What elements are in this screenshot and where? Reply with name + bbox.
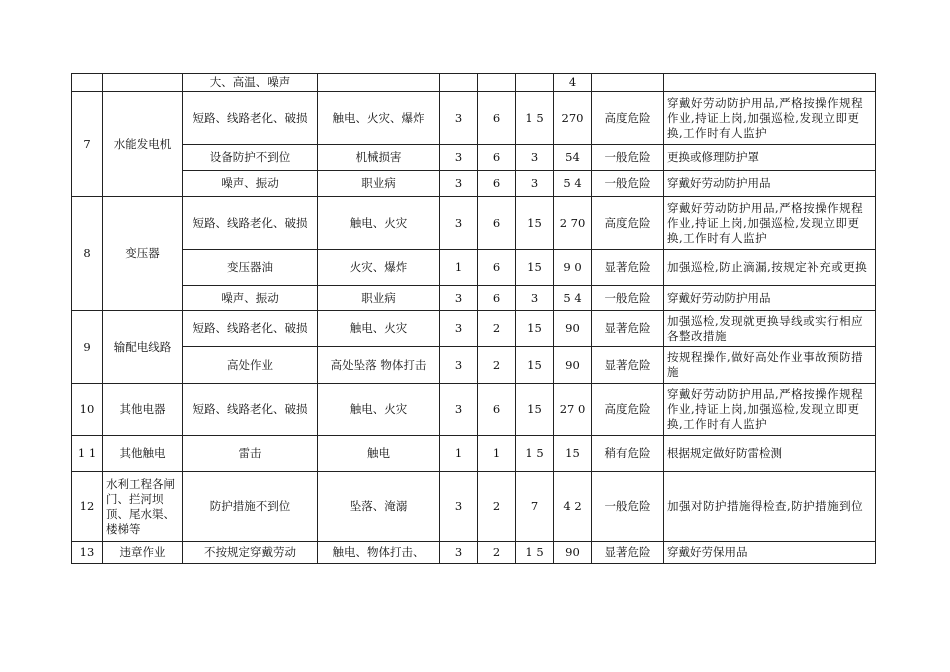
no-cell: 12 [72, 472, 103, 542]
d-cell: 270 [554, 92, 592, 145]
factor-cell: 噪声、振动 [183, 171, 318, 197]
c-cell: 1 5 [516, 436, 554, 472]
l-cell: 3 [440, 92, 478, 145]
table-row [72, 472, 876, 542]
measure-cell: 穿戴好劳保用品 [664, 542, 876, 564]
measure-cell: 穿戴好劳动防护用品 [664, 286, 876, 311]
no-cell: 1 1 [72, 436, 103, 472]
level-cell: 一般危险 [592, 145, 664, 171]
d-cell: 27 0 [554, 384, 592, 436]
e-cell: 6 [478, 197, 516, 250]
level-cell: 稍有危险 [592, 436, 664, 472]
equipment-cell: 水能发电机 [103, 92, 183, 197]
hazard-cell: 触电 [318, 436, 440, 472]
level-cell [592, 74, 664, 92]
e-cell: 6 [478, 171, 516, 197]
no-cell: 13 [72, 542, 103, 564]
l-cell: 3 [440, 311, 478, 347]
measure-cell [664, 74, 876, 92]
l-cell: 3 [440, 472, 478, 542]
d-cell: 9 0 [554, 250, 592, 286]
hazard-cell: 火灾、爆炸 [318, 250, 440, 286]
level-cell: 高度危险 [592, 384, 664, 436]
hazard-cell: 坠落、淹溺 [318, 472, 440, 542]
c-cell: 1 5 [516, 542, 554, 564]
e-cell: 6 [478, 286, 516, 311]
factor-cell: 短路、线路老化、破损 [183, 92, 318, 145]
table-row [72, 286, 876, 311]
l-cell: 3 [440, 171, 478, 197]
factor-cell: 短路、线路老化、破损 [183, 384, 318, 436]
factor-cell: 高处作业 [183, 347, 318, 384]
e-cell: 6 [478, 250, 516, 286]
level-cell: 显著危险 [592, 311, 664, 347]
l-cell: 3 [440, 286, 478, 311]
hazard-cell: 触电、火灾 [318, 384, 440, 436]
hazard-cell: 触电、物体打击、 [318, 542, 440, 564]
equipment-cell: 输配电线路 [103, 311, 183, 384]
c-cell: 15 [516, 384, 554, 436]
l-cell [440, 74, 478, 92]
c-cell: 3 [516, 145, 554, 171]
measure-cell: 根据规定做好防雷检测 [664, 436, 876, 472]
d-cell: 90 [554, 542, 592, 564]
table-row [72, 542, 876, 564]
measure-cell: 穿戴好劳动防护用品,严格按操作规程作业,持证上岗,加强巡检,发现立即更换,工作时有人监护 [664, 197, 876, 250]
level-cell: 显著危险 [592, 250, 664, 286]
equipment-cell: 违章作业 [103, 542, 183, 564]
factor-cell: 防护措施不到位 [183, 472, 318, 542]
l-cell: 3 [440, 542, 478, 564]
table-row [72, 74, 876, 92]
c-cell [516, 74, 554, 92]
table-row [72, 145, 876, 171]
factor-cell: 噪声、振动 [183, 286, 318, 311]
measure-cell: 加强巡检,防止滴漏,按规定补充或更换 [664, 250, 876, 286]
c-cell: 15 [516, 197, 554, 250]
measure-cell: 按规程操作,做好高处作业事故预防措施 [664, 347, 876, 384]
factor-cell: 设备防护不到位 [183, 145, 318, 171]
c-cell: 7 [516, 472, 554, 542]
no-cell: 8 [72, 197, 103, 311]
c-cell: 15 [516, 311, 554, 347]
e-cell [478, 74, 516, 92]
factor-cell: 大、高温、噪声 [183, 74, 318, 92]
c-cell: 3 [516, 286, 554, 311]
factor-cell: 雷击 [183, 436, 318, 472]
risk-assessment-table [71, 73, 876, 564]
table-row [72, 92, 876, 145]
level-cell: 高度危险 [592, 197, 664, 250]
measure-cell: 加强对防护措施得检查,防护措施到位 [664, 472, 876, 542]
d-cell: 4 [554, 74, 592, 92]
hazard-cell: 职业病 [318, 286, 440, 311]
level-cell: 显著危险 [592, 347, 664, 384]
table-row [72, 384, 876, 436]
c-cell: 15 [516, 347, 554, 384]
d-cell: 90 [554, 347, 592, 384]
equipment-cell [103, 74, 183, 92]
c-cell: 1 5 [516, 92, 554, 145]
e-cell: 2 [478, 542, 516, 564]
equipment-cell: 变压器 [103, 197, 183, 311]
no-cell [72, 74, 103, 92]
factor-cell: 短路、线路老化、破损 [183, 311, 318, 347]
factor-cell: 短路、线路老化、破损 [183, 197, 318, 250]
hazard-cell: 触电、火灾 [318, 311, 440, 347]
l-cell: 1 [440, 436, 478, 472]
level-cell: 一般危险 [592, 286, 664, 311]
l-cell: 3 [440, 197, 478, 250]
hazard-cell: 高处坠落 物体打击 [318, 347, 440, 384]
table-row [72, 311, 876, 347]
no-cell: 9 [72, 311, 103, 384]
table-row [72, 436, 876, 472]
measure-cell: 穿戴好劳动防护用品 [664, 171, 876, 197]
measure-cell: 穿戴好劳动防护用品,严格按操作规程作业,持证上岗,加强巡检,发现立即更换,工作时有人监护 [664, 92, 876, 145]
equipment-cell: 其他电器 [103, 384, 183, 436]
no-cell: 10 [72, 384, 103, 436]
table-row [72, 171, 876, 197]
factor-cell: 不按规定穿戴劳动 [183, 542, 318, 564]
e-cell: 6 [478, 384, 516, 436]
e-cell: 2 [478, 472, 516, 542]
e-cell: 1 [478, 436, 516, 472]
d-cell: 15 [554, 436, 592, 472]
hazard-cell: 触电、火灾 [318, 197, 440, 250]
table-row [72, 347, 876, 384]
hazard-cell: 机械损害 [318, 145, 440, 171]
d-cell: 5 4 [554, 286, 592, 311]
hazard-cell [318, 74, 440, 92]
d-cell: 90 [554, 311, 592, 347]
measure-cell: 更换或修理防护罩 [664, 145, 876, 171]
level-cell: 高度危险 [592, 92, 664, 145]
equipment-cell: 水利工程各闸门、拦河坝顶、尾水渠、楼梯等 [103, 472, 183, 542]
e-cell: 6 [478, 92, 516, 145]
d-cell: 4 2 [554, 472, 592, 542]
e-cell: 2 [478, 347, 516, 384]
level-cell: 一般危险 [592, 472, 664, 542]
level-cell: 显著危险 [592, 542, 664, 564]
l-cell: 3 [440, 384, 478, 436]
c-cell: 15 [516, 250, 554, 286]
equipment-cell: 其他触电 [103, 436, 183, 472]
table-row [72, 250, 876, 286]
c-cell: 3 [516, 171, 554, 197]
hazard-cell: 触电、火灾、爆炸 [318, 92, 440, 145]
d-cell: 54 [554, 145, 592, 171]
d-cell: 2 70 [554, 197, 592, 250]
l-cell: 1 [440, 250, 478, 286]
measure-cell: 穿戴好劳动防护用品,严格按操作规程作业,持证上岗,加强巡检,发现立即更换,工作时有人监护 [664, 384, 876, 436]
e-cell: 2 [478, 311, 516, 347]
hazard-cell: 职业病 [318, 171, 440, 197]
level-cell: 一般危险 [592, 171, 664, 197]
measure-cell: 加强巡检,发现就更换导线或实行相应各整改措施 [664, 311, 876, 347]
e-cell: 6 [478, 145, 516, 171]
l-cell: 3 [440, 347, 478, 384]
no-cell: 7 [72, 92, 103, 197]
table-row [72, 197, 876, 250]
l-cell: 3 [440, 145, 478, 171]
d-cell: 5 4 [554, 171, 592, 197]
factor-cell: 变压器油 [183, 250, 318, 286]
